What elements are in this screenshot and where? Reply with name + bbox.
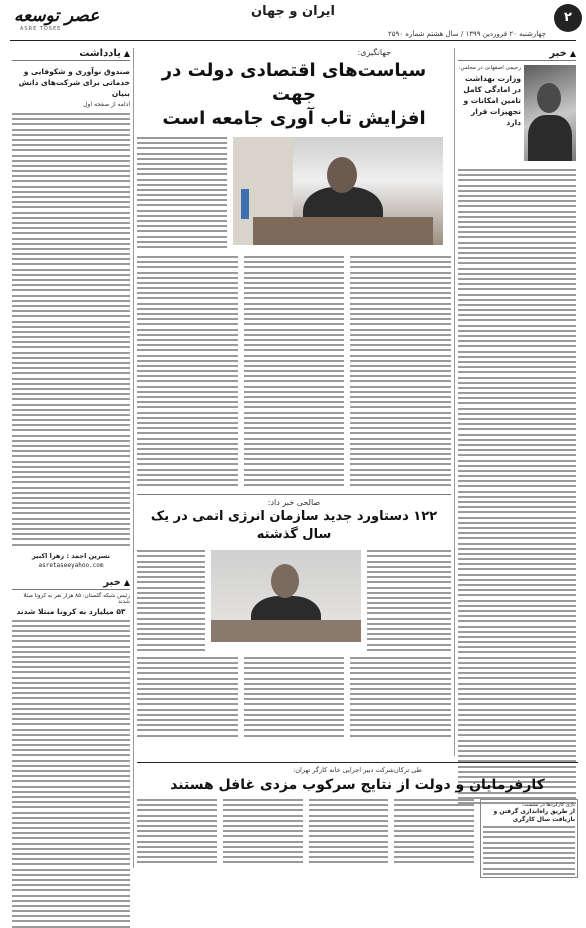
issue-info: چهارشنبه ۲۰ فروردین ۱۳۹۹ / سال هشتم شماره ۲۵۹۰ xyxy=(388,30,546,38)
second-story-body-right xyxy=(367,550,451,651)
left-news-headline: ۵۳ میلیارد به کرونا مبتلا شدند xyxy=(16,606,126,616)
right-portrait-photo xyxy=(524,65,576,161)
second-story-kicker: صالحی خبر داد: xyxy=(267,498,321,508)
bottom-box-text xyxy=(483,826,575,875)
lead-body-col-2 xyxy=(244,256,345,486)
bottom-body-col-4 xyxy=(394,799,474,878)
bottom-box xyxy=(480,799,578,878)
left-section-label: یادداشت xyxy=(79,48,121,59)
bottom-body-col-1 xyxy=(137,799,217,878)
bottom-box-kicker: بازی کارکرد‌ها در نشست: xyxy=(521,802,575,808)
right-kicker: رحیمی اصفهانی در مجلس: xyxy=(458,65,521,71)
newspaper-logo-subtitle: ASRE TOSEE xyxy=(20,26,62,32)
lead-photo xyxy=(233,137,443,245)
section-bullet-icon: ▲ xyxy=(123,577,130,587)
lead-headline-line1: سیاست‌های اقتصادی دولت در جهت xyxy=(161,60,427,105)
page-header xyxy=(0,0,586,42)
bottom-story-headline: کارفرمایان و دولت از نتایج سرکوب مزدی غافل هستند xyxy=(170,777,545,793)
bottom-story-kicker: طی ترکان‌شرکت دبیر اجرایی خانه کارگر تهران: xyxy=(293,766,422,774)
header-divider xyxy=(10,40,576,41)
lead-headline-line2: افزایش تاب آوری جامعه است xyxy=(162,108,426,129)
column-divider-right xyxy=(454,48,455,756)
lead-body-col-1 xyxy=(137,256,238,486)
left-column-header xyxy=(12,48,130,61)
lead-kicker: جهانگیری: xyxy=(357,48,391,57)
bottom-story xyxy=(137,762,578,878)
left-news-kicker: رئیس شبکه گلستان: ۸۵ هزار نفر به کرونا مبتلا شدند xyxy=(23,592,130,605)
page-number-badge: ۲ xyxy=(554,4,582,32)
left-column-body-text xyxy=(12,113,130,546)
newspaper-logo: عصر توسعه xyxy=(14,6,100,26)
column-divider-left xyxy=(133,48,134,868)
lead-body-text-left xyxy=(137,137,227,248)
section-bullet-icon: ▲ xyxy=(569,49,576,58)
bottom-box-headline: از طریق راه‌اندازی گرفتن و بازیافت سال کارگری xyxy=(493,808,575,823)
second-story-body-col-1 xyxy=(137,657,238,737)
left-headline: صندوق نوآوری و شکوفایی و خدماتی برای شرکت‌های دانش بنیان xyxy=(18,67,130,98)
left-column xyxy=(12,48,130,928)
second-story-body-col-3 xyxy=(350,657,451,737)
left-news-header xyxy=(12,577,130,590)
left-author-label: نسرین احمد : زهرا اکبیر xyxy=(32,551,110,560)
second-story-body-col-2 xyxy=(244,657,345,737)
left-news-label: خبر xyxy=(103,576,121,588)
right-column xyxy=(458,48,576,804)
second-story-photo xyxy=(211,550,361,642)
second-story-headline: ۱۲۲ دستاورد جدید سازمان انرژی اتمی در یک سال گذشته xyxy=(150,509,438,543)
center-stories xyxy=(137,48,451,737)
section-bullet-icon: ▲ xyxy=(123,49,130,58)
right-section-label: خبر xyxy=(549,48,567,59)
bottom-body-col-2 xyxy=(223,799,303,878)
lead-body-col-3 xyxy=(350,256,451,486)
left-news-body-text xyxy=(12,620,130,928)
section-title: ایران و جهان xyxy=(250,4,336,19)
left-email: asretaseeyahoo.com xyxy=(38,561,104,569)
right-column-header xyxy=(458,48,576,61)
second-story-body-left xyxy=(137,550,205,651)
bottom-body-col-3 xyxy=(309,799,389,878)
right-column-body-text xyxy=(458,169,576,804)
right-headline: وزارت بهداشت در امادگی کامل تامین امکانات و تجهیزات قرار دارد xyxy=(463,74,521,127)
left-subhead: ادامه از صفحه اول xyxy=(83,101,130,108)
